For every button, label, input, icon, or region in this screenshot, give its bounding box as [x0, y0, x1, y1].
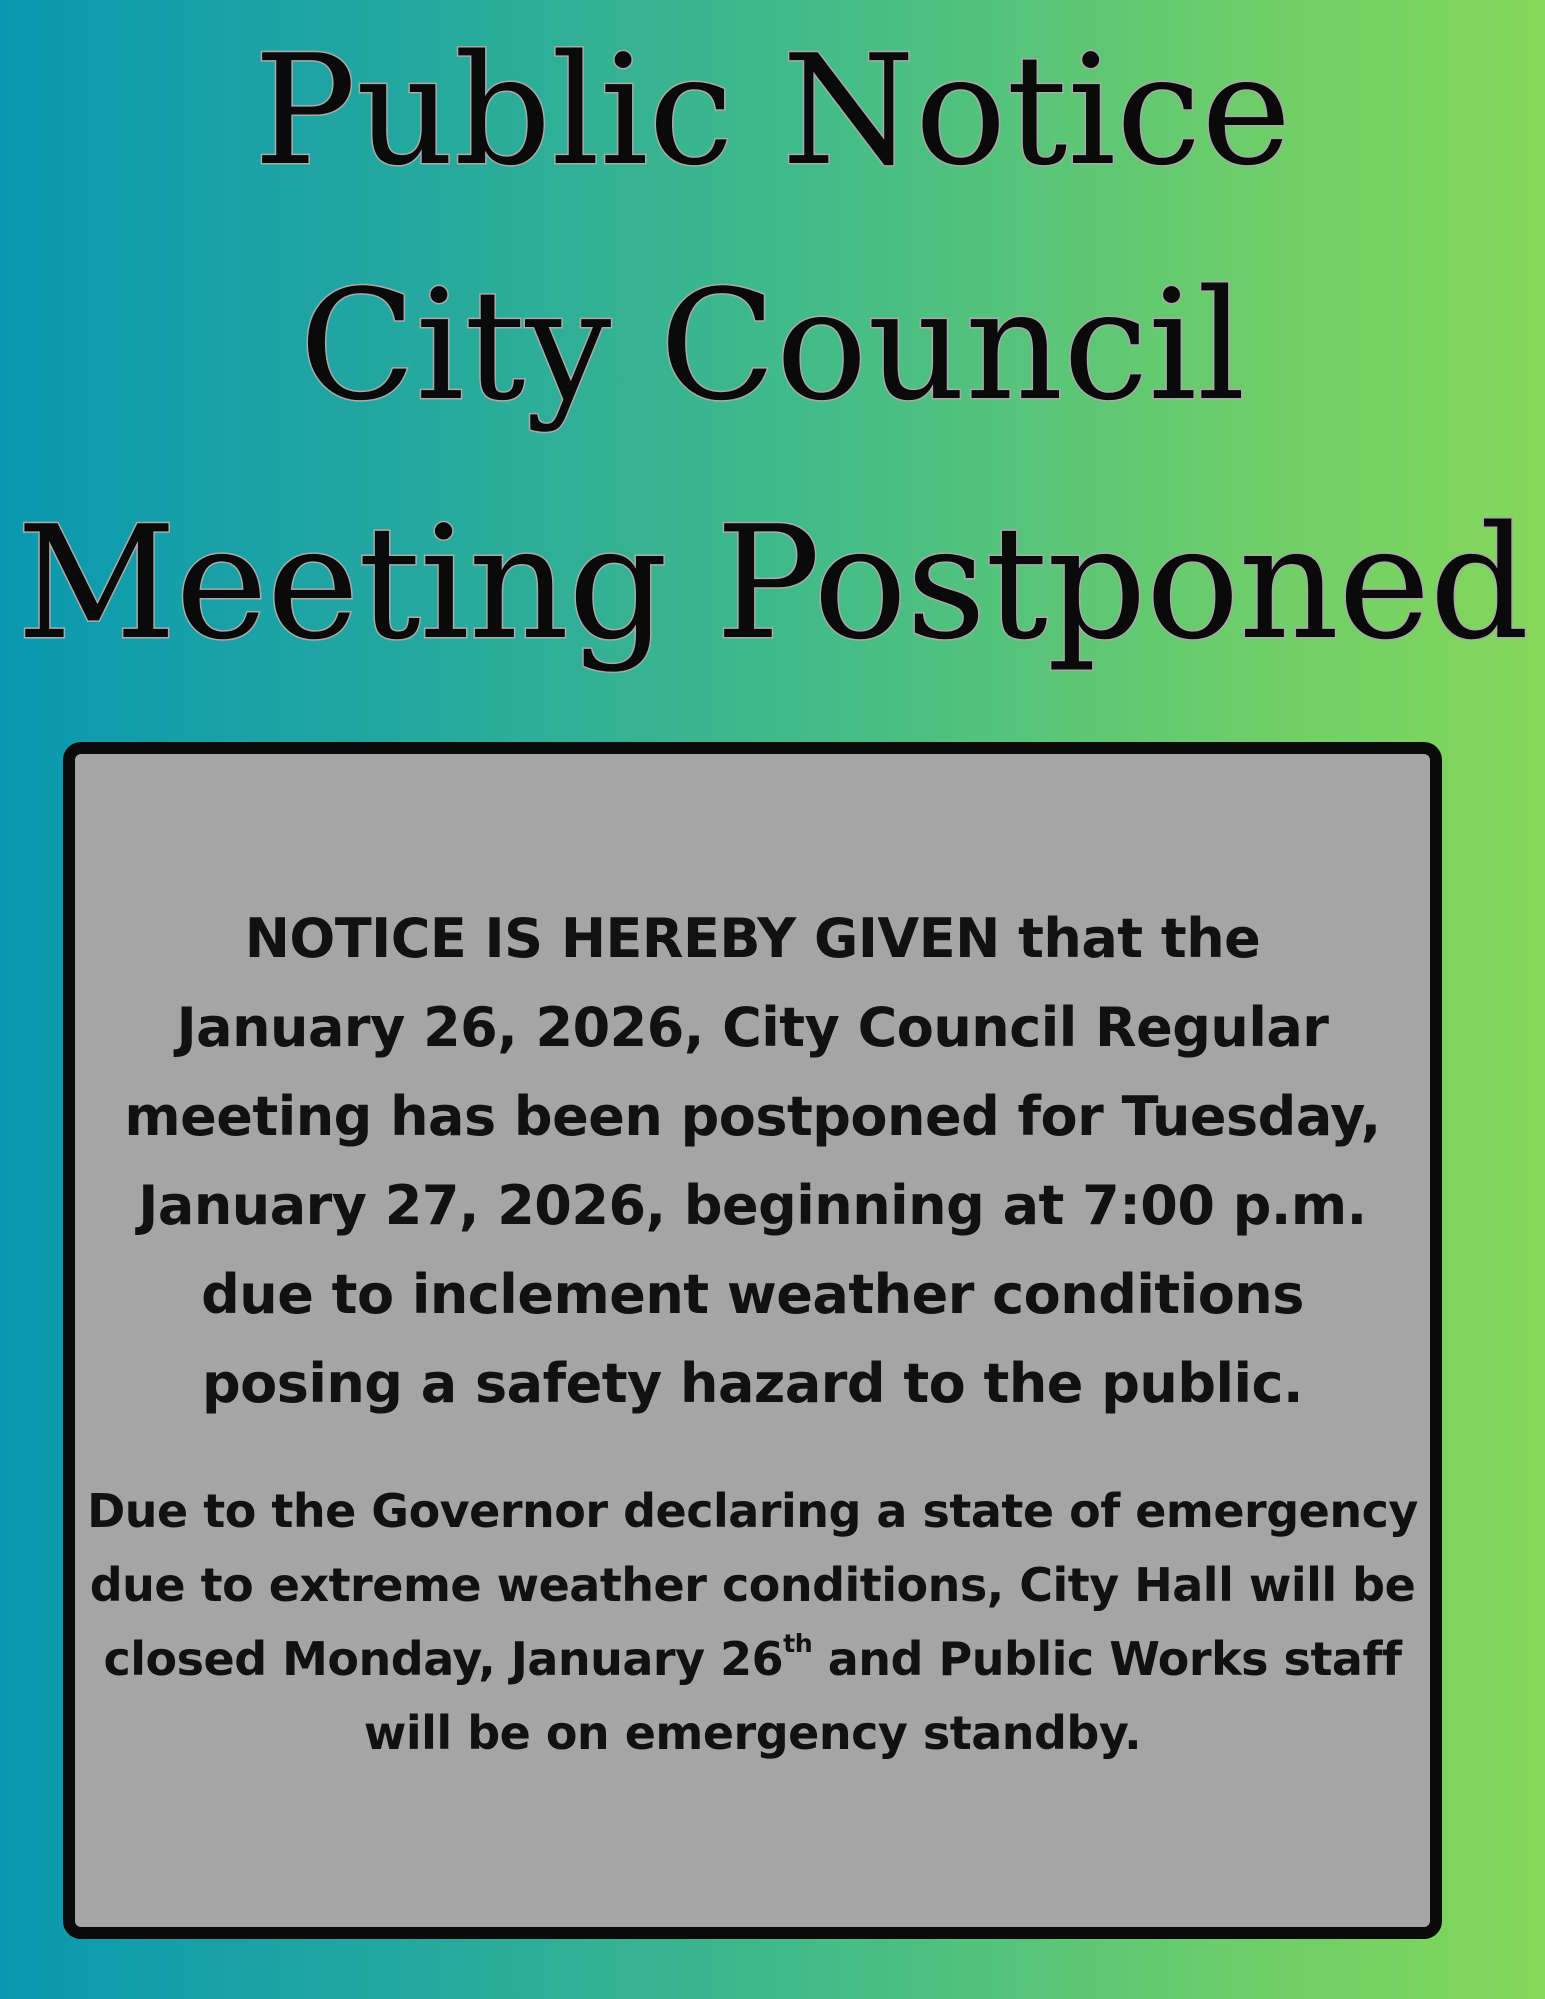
notice-paragraph-1-line: January 27, 2026, beginning at 7:00 p.m. — [138, 1174, 1367, 1237]
notice-paragraph-2-line: Due to the Governor declaring a state of emergency — [87, 1484, 1418, 1538]
ordinal-suffix: th — [783, 1629, 813, 1659]
notice-box — [63, 742, 1442, 1939]
notice-paragraph-2-line — [75, 1622, 1430, 1696]
notice-paragraph-1-line: due to inclement weather conditions — [201, 1263, 1304, 1326]
notice-paragraph-2-line: due to extreme weather conditions, City Hall will be — [89, 1558, 1416, 1612]
closure-detail-text: and Public Works staff — [812, 1632, 1402, 1686]
notice-paragraph-1-line: January 26, 2026, City Council Regular — [176, 996, 1329, 1059]
notice-paragraph-2-line: will be on emergency standby. — [363, 1706, 1142, 1760]
notice-paragraph-1 — [75, 894, 1430, 1428]
notice-paragraph-1-line: meeting has been postponed for Tuesday, — [124, 1085, 1381, 1148]
notice-paragraph-1-line: posing a safety hazard to the public. — [201, 1352, 1304, 1415]
notice-paragraph-1-line: NOTICE IS HEREBY GIVEN that the — [244, 907, 1261, 970]
notice-paragraph-2 — [75, 1474, 1430, 1770]
headline-line-3: Meeting Postponed — [16, 492, 1529, 674]
headline-line-2: City Council — [299, 257, 1246, 434]
headline-line-1: Public Notice — [253, 22, 1292, 199]
closure-date-text: closed Monday, January 26 — [103, 1632, 784, 1686]
